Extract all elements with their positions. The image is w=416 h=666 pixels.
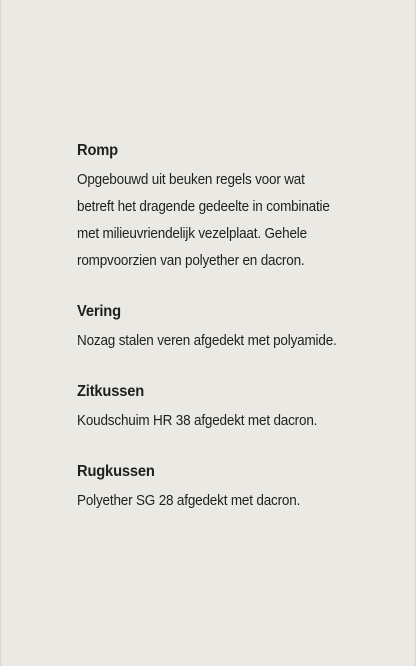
spec-description-rugkussen <box>77 487 347 514</box>
spec-description-line: betreft het dragende gedeelte in combinatie <box>77 198 330 215</box>
spec-section-zitkussen <box>77 381 377 434</box>
spec-description-line: Nozag stalen veren afgedekt met polyamide. <box>77 332 337 349</box>
spec-section-rugkussen <box>77 461 377 514</box>
spec-section-romp <box>77 140 377 274</box>
spec-content <box>77 140 377 541</box>
spec-description-romp <box>77 166 347 274</box>
spec-heading-romp: Romp <box>77 142 118 159</box>
spec-description-line: Opgebouwd uit beuken regels voor wat <box>77 171 305 188</box>
spec-description-vering <box>77 327 347 354</box>
spec-heading-rugkussen: Rugkussen <box>77 463 155 480</box>
spec-description-line: Polyether SG 28 afgedekt met dacron. <box>77 492 301 509</box>
spec-section-vering <box>77 301 377 354</box>
spec-description-line: rompvoorzien van polyether en dacron. <box>77 252 305 269</box>
spec-heading-vering: Vering <box>77 303 121 320</box>
spec-description-zitkussen <box>77 407 347 434</box>
spec-description-line: met milieuvriendelijk vezelplaat. Gehele <box>77 225 307 242</box>
spec-heading-zitkussen: Zitkussen <box>77 383 145 400</box>
spec-description-line: Koudschuim HR 38 afgedekt met dacron. <box>77 412 318 429</box>
